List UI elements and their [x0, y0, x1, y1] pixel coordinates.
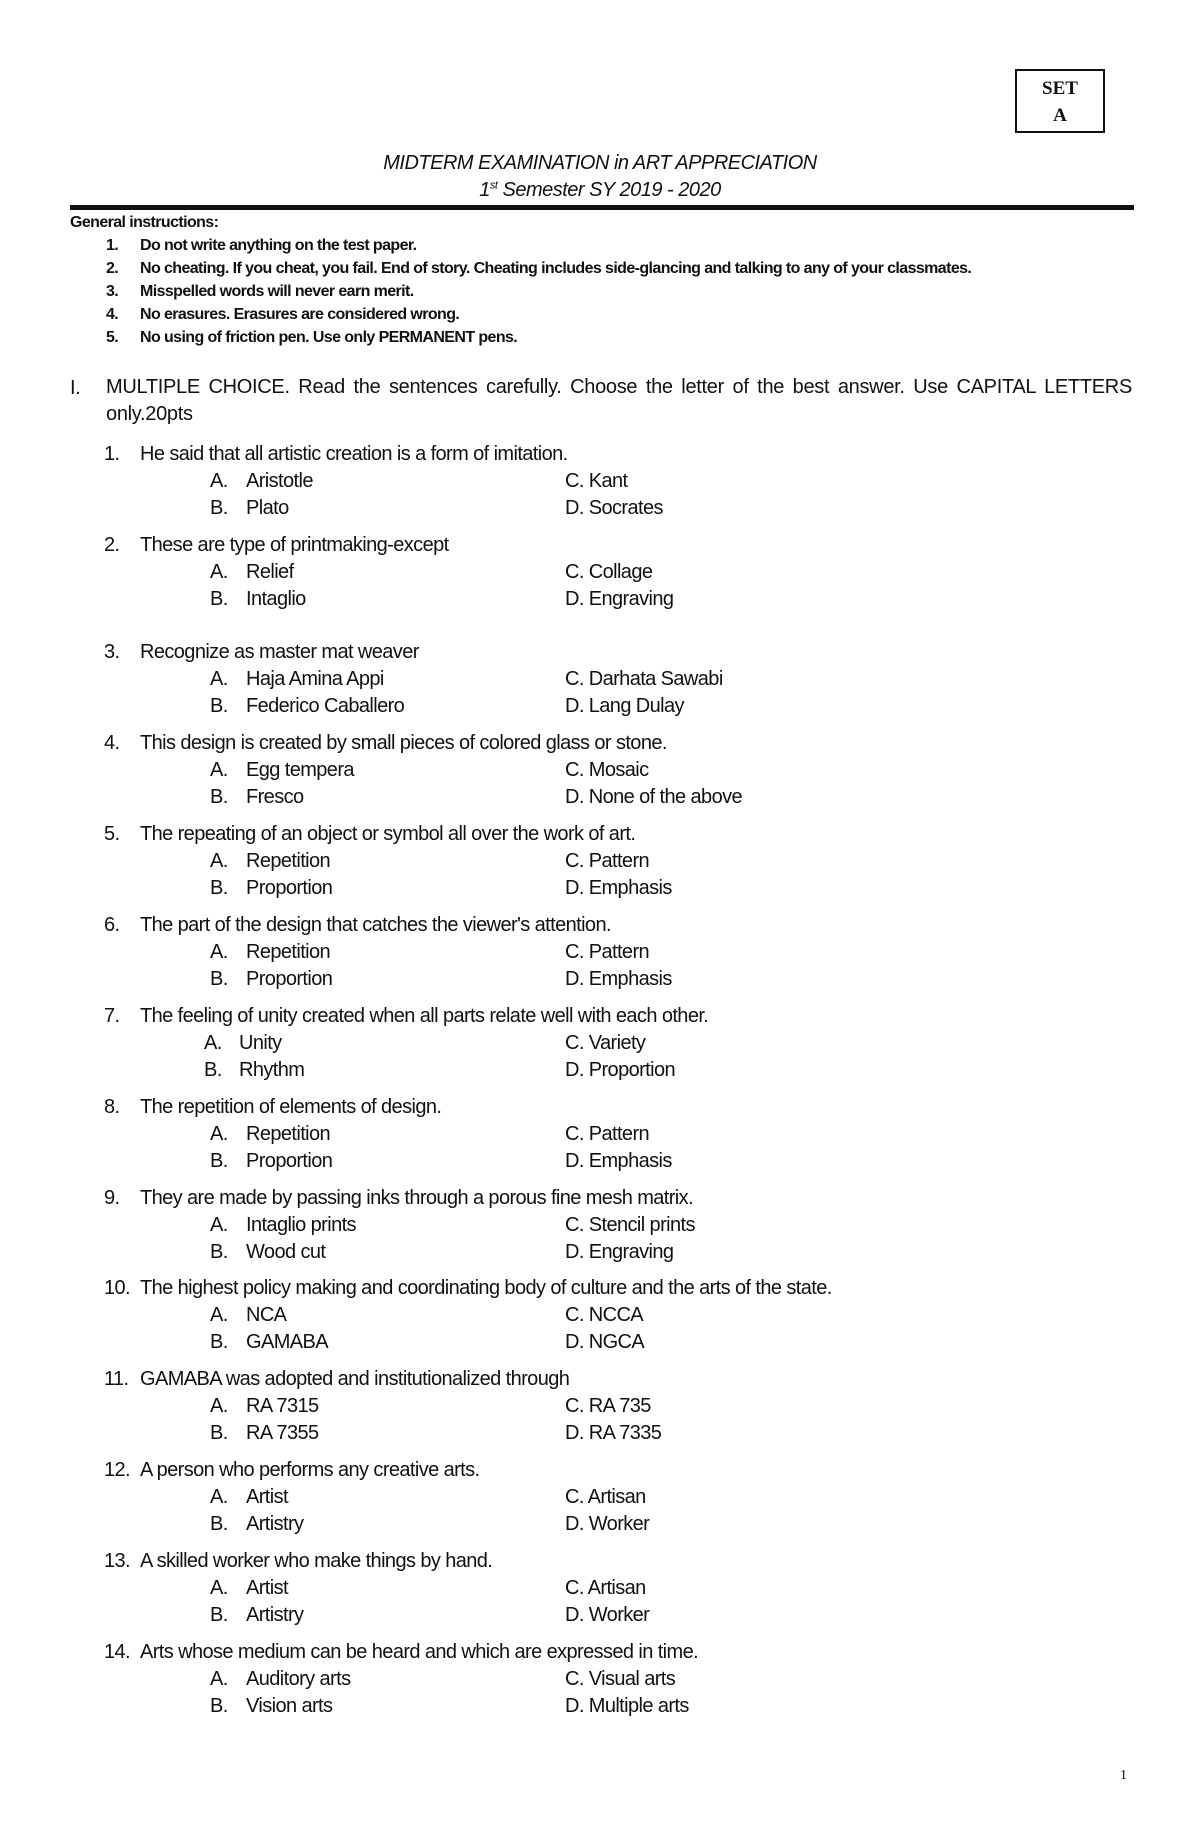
option-d: D. Proportion [565, 1059, 676, 1081]
question-item [104, 1639, 1104, 1720]
question-number: 6. [104, 914, 120, 936]
instruction-number: 3. [106, 283, 119, 300]
question-item [104, 1366, 1104, 1447]
question-item [104, 1003, 1104, 1084]
option-b: Plato [246, 497, 289, 519]
option-c: C. Pattern [565, 941, 650, 963]
question-number: 1. [104, 443, 120, 465]
option-b-letter: B. [204, 1059, 222, 1081]
option-a: Egg tempera [246, 759, 354, 781]
option-d: D. Engraving [565, 588, 674, 610]
option-a: Repetition [246, 941, 331, 963]
option-a: Haja Amina Appi [246, 668, 384, 690]
option-c: C. Mosaic [565, 759, 649, 781]
instruction-item [70, 234, 1150, 257]
option-b-letter: B. [210, 588, 228, 610]
question-number: 14. [104, 1641, 131, 1663]
option-c: C. Visual arts [565, 1668, 676, 1690]
exam-title [0, 150, 1200, 204]
option-b: Proportion [246, 1150, 333, 1172]
question-item [104, 441, 1104, 522]
question-text: A person who performs any creative arts. [140, 1459, 480, 1481]
header-divider [70, 205, 1134, 210]
question-number: 9. [104, 1187, 120, 1209]
option-c: C. Variety [565, 1032, 646, 1054]
question-item [104, 1457, 1104, 1538]
option-c: C. Stencil prints [565, 1214, 695, 1236]
instruction-number: 5. [106, 329, 119, 346]
option-d: D. Socrates [565, 497, 663, 519]
option-a-letter: A. [210, 1304, 228, 1326]
option-c: C. Artisan [565, 1577, 646, 1599]
option-b: RA 7355 [246, 1422, 319, 1444]
option-a: NCA [246, 1304, 287, 1326]
question-item [104, 1548, 1104, 1629]
option-a: RA 7315 [246, 1395, 319, 1417]
page-number: 1 [1120, 1768, 1127, 1783]
question-number: 5. [104, 823, 120, 845]
option-b: Federico Caballero [246, 695, 405, 717]
question-text: This design is created by small pieces of colored glass or stone. [140, 732, 667, 754]
instructions-heading: General instructions: [70, 214, 219, 231]
question-number: 3. [104, 641, 120, 663]
set-label-line2: A [1053, 105, 1067, 126]
option-a-letter: A. [210, 1668, 228, 1690]
option-d: D. Emphasis [565, 1150, 672, 1172]
question-text: GAMABA was adopted and institutionalized through [140, 1368, 570, 1390]
option-a-letter: A. [210, 561, 228, 583]
question-number: 13. [104, 1550, 131, 1572]
option-c: C. RA 735 [565, 1395, 651, 1417]
option-d: D. Multiple arts [565, 1695, 689, 1717]
question-item [104, 1185, 1104, 1266]
semester-superscript: st [489, 179, 498, 192]
question-item [104, 1094, 1104, 1175]
question-text: They are made by passing inks through a porous fine mesh matrix. [140, 1187, 694, 1209]
question-number: 10. [104, 1277, 131, 1299]
option-b-letter: B. [210, 1150, 228, 1172]
option-a: Artist [246, 1577, 288, 1599]
option-d: D. Emphasis [565, 877, 672, 899]
option-b-letter: B. [210, 1604, 228, 1626]
option-a: Auditory arts [246, 1668, 351, 1690]
option-c: C. Pattern [565, 850, 650, 872]
option-a-letter: A. [210, 668, 228, 690]
question-text: A skilled worker who make things by hand. [140, 1550, 493, 1572]
option-b: Artistry [246, 1604, 304, 1626]
question-item [104, 1275, 1104, 1356]
option-b: Fresco [246, 786, 304, 808]
instruction-text: Do not write anything on the test paper. [140, 237, 417, 254]
general-instructions [70, 212, 1150, 349]
section-multiple-choice [70, 374, 1132, 428]
instruction-number: 2. [106, 260, 119, 277]
instruction-item [70, 257, 1150, 280]
question-item [104, 821, 1104, 902]
option-a-letter: A. [210, 941, 228, 963]
question-text: Arts whose medium can be heard and which are expressed in time. [140, 1641, 699, 1663]
semester-rest: Semester SY 2019 - 2020 [497, 179, 721, 201]
option-d: D. NGCA [565, 1331, 645, 1353]
option-a: Unity [239, 1032, 282, 1054]
option-a-letter: A. [210, 759, 228, 781]
option-b: Wood cut [246, 1241, 326, 1263]
option-b: Intaglio [246, 588, 306, 610]
instruction-item [70, 326, 1150, 349]
instruction-text: Misspelled words will never earn merit. [140, 283, 414, 300]
option-d: D. Emphasis [565, 968, 672, 990]
option-b-letter: B. [210, 1241, 228, 1263]
section-number: I. [70, 377, 81, 399]
option-a: Relief [246, 561, 294, 583]
option-b-letter: B. [210, 1695, 228, 1717]
question-text: The repetition of elements of design. [140, 1096, 442, 1118]
option-b-letter: B. [210, 497, 228, 519]
question-text: He said that all artistic creation is a form of imitation. [140, 443, 568, 465]
set-label-line1: SET [1042, 78, 1078, 99]
option-d: D. Worker [565, 1513, 650, 1535]
instruction-item [70, 280, 1150, 303]
set-label-box [1015, 69, 1105, 133]
option-a-letter: A. [210, 1486, 228, 1508]
option-b-letter: B. [210, 1331, 228, 1353]
question-number: 7. [104, 1005, 120, 1027]
option-a: Repetition [246, 1123, 331, 1145]
question-text: The feeling of unity created when all parts relate well with each other. [140, 1005, 709, 1027]
question-number: 2. [104, 534, 120, 556]
option-a: Aristotle [246, 470, 313, 492]
question-item [104, 532, 1104, 613]
option-a-letter: A. [210, 470, 228, 492]
option-c: C. Kant [565, 470, 628, 492]
option-a-letter: A. [204, 1032, 222, 1054]
option-a: Intaglio prints [246, 1214, 356, 1236]
option-b-letter: B. [210, 1513, 228, 1535]
question-item [104, 912, 1104, 993]
option-a-letter: A. [210, 1214, 228, 1236]
option-a-letter: A. [210, 1123, 228, 1145]
question-text: These are type of printmaking-except [140, 534, 449, 556]
option-d: D. Lang Dulay [565, 695, 684, 717]
semester-number: 1 [479, 179, 490, 201]
option-b-letter: B. [210, 968, 228, 990]
option-b-letter: B. [210, 786, 228, 808]
option-c: C. Collage [565, 561, 653, 583]
option-b-letter: B. [210, 1422, 228, 1444]
option-a-letter: A. [210, 850, 228, 872]
option-b: Vision arts [246, 1695, 333, 1717]
question-item [104, 730, 1104, 811]
question-text: The highest policy making and coordinating body of culture and the arts of the state. [140, 1277, 832, 1299]
question-text: The repeating of an object or symbol all over the work of art. [140, 823, 636, 845]
option-c: C. Darhata Sawabi [565, 668, 723, 690]
instruction-text: No cheating. If you cheat, you fail. End of story. Cheating includes side-glancing and talking to any of your classmates. [140, 260, 972, 277]
exam-title-line1: MIDTERM EXAMINATION in ART APPRECIATION [383, 152, 817, 174]
question-item [104, 639, 1104, 720]
option-b: Rhythm [239, 1059, 305, 1081]
option-c: C. Pattern [565, 1123, 650, 1145]
instructions-list [70, 234, 1150, 349]
instruction-text: No using of friction pen. Use only PERMANENT pens. [140, 329, 518, 346]
option-c: C. NCCA [565, 1304, 644, 1326]
exam-semester-line [0, 177, 1200, 204]
instruction-number: 4. [106, 306, 119, 323]
option-b-letter: B. [210, 877, 228, 899]
option-d: D. Worker [565, 1604, 650, 1626]
option-b: Proportion [246, 877, 333, 899]
option-a: Repetition [246, 850, 331, 872]
option-b: Proportion [246, 968, 333, 990]
question-text: The part of the design that catches the viewer's attention. [140, 914, 611, 936]
question-number: 4. [104, 732, 120, 754]
option-d: D. Engraving [565, 1241, 674, 1263]
instruction-number: 1. [106, 237, 119, 254]
question-text: Recognize as master mat weaver [140, 641, 419, 663]
option-a: Artist [246, 1486, 288, 1508]
option-a-letter: A. [210, 1577, 228, 1599]
option-b-letter: B. [210, 695, 228, 717]
instruction-item [70, 303, 1150, 326]
section-instructions: MULTIPLE CHOICE. Read the sentences carefully. Choose the letter of the best answer. Use CAPITAL LETTERS only.20pts [106, 376, 1132, 425]
question-number: 12. [104, 1459, 131, 1481]
question-number: 11. [104, 1368, 129, 1390]
option-b: Artistry [246, 1513, 304, 1535]
instruction-text: No erasures. Erasures are considered wrong. [140, 306, 460, 323]
option-b: GAMABA [246, 1331, 328, 1353]
option-c: C. Artisan [565, 1486, 646, 1508]
option-d: D. RA 7335 [565, 1422, 662, 1444]
question-number: 8. [104, 1096, 120, 1118]
option-a-letter: A. [210, 1395, 228, 1417]
option-d: D. None of the above [565, 786, 743, 808]
